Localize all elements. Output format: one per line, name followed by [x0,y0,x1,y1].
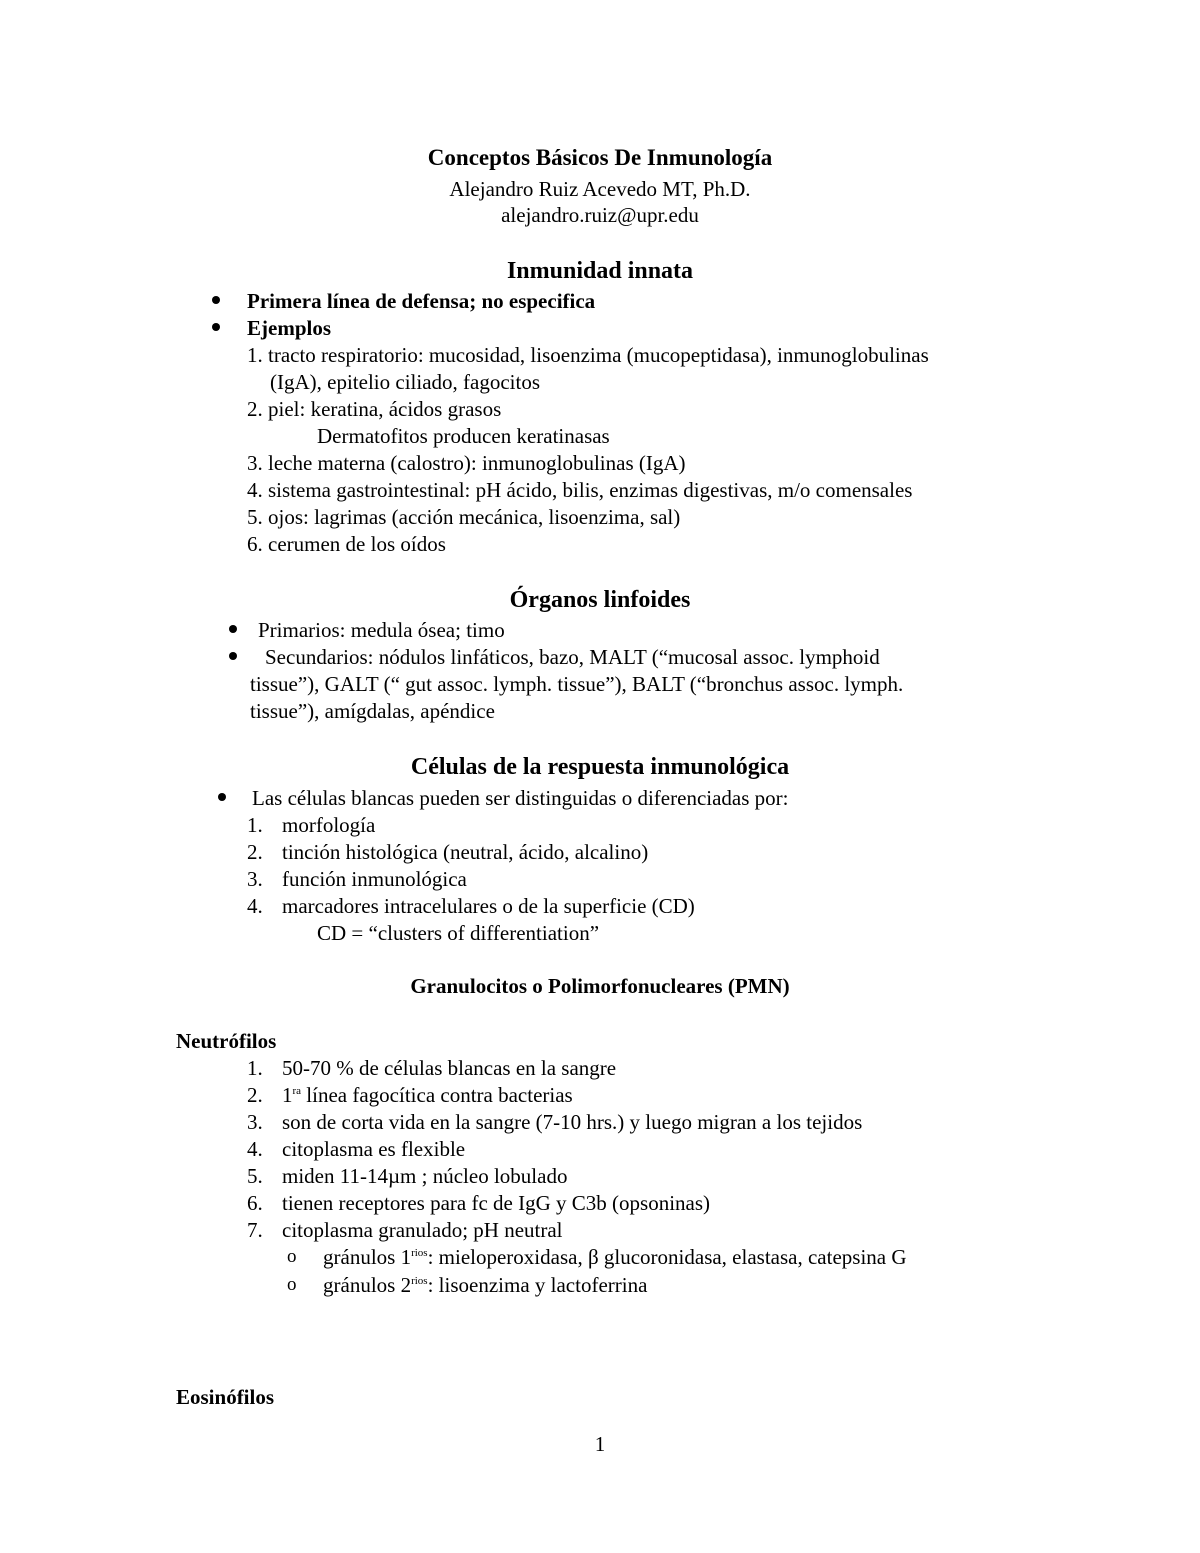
heading-organos-linfoides: Órganos linfoides [509,587,691,613]
innata-item: 6. cerumen de los oídos [247,532,446,556]
neutrofilos-item-num: 1. [247,1056,263,1080]
neutrofilos-item-num: 5. [247,1164,263,1188]
neutrofilos-item-num: 2. [247,1083,263,1107]
neutrofilos-item-num: 4. [247,1137,263,1161]
heading-neutrofilos: Neutrófilos [176,1029,277,1053]
celulas-item: función inmunológica [282,867,467,891]
innata-item: 3. leche materna (calostro): inmunoglobulinas (IgA) [247,451,686,475]
innata-bullet-1: Primera línea de defensa; no especifica [247,289,596,313]
innata-item: (IgA), epitelio ciliado, fagocitos [270,370,540,394]
celulas-bullet: Las células blancas pueden ser distinguidas o diferenciadas por: [252,786,789,810]
celulas-item-num: 3. [247,867,263,891]
bullet-icon [212,296,220,304]
neutrofilos-item-num: 3. [247,1110,263,1134]
organos-secundarios: Secundarios: nódulos linfáticos, bazo, MALT (“mucosal assoc. lymphoid [265,645,880,669]
heading-inmunidad-innata: Inmunidad innata [506,258,694,284]
neutrofilos-item: citoplasma es flexible [282,1137,466,1161]
neutrofilos-sub-item: gránulos $1^{rios}$: mieloperoxidasa, β glucoronidasa, elastasa, catepsina G [323,1245,907,1269]
neutrofilos-item: tienen receptores para fc de IgG y C3b (opsoninas) [282,1191,711,1215]
bullet-icon [218,793,226,801]
neutrofilos-item: son de corta vida en la sangre (7-10 hrs.) y luego migran a los tejidos [282,1110,863,1134]
neutrofilos-item: $1^{ra}$ línea fagocítica contra bacterias [282,1083,573,1107]
sub-bullet-marker: o [287,1274,297,1295]
bullet-icon [229,625,237,633]
innata-item: Dermatofitos producen keratinasas [317,424,610,448]
celulas-item-num: 1. [247,813,263,837]
cd-note: CD = “clusters of differentiation” [317,921,600,945]
neutrofilos-item-num: 6. [247,1191,263,1215]
innata-bullet-2: Ejemplos [247,316,331,340]
celulas-item: tinción histológica (neutral, ácido, alcalino) [282,840,649,864]
heading-granulocitos: Granulocitos o Polimorfonucleares (PMN) [410,974,790,998]
neutrofilos-sub-item: gránulos $2^{rios}$: lisoenzima y lactoferrina [323,1273,648,1297]
document-title: Conceptos Básicos De Inmunología [427,145,773,170]
author-line: Alejandro Ruiz Acevedo MT, Ph.D. [449,177,751,201]
innata-item: 1. tracto respiratorio: mucosidad, lisoenzima (mucopeptidasa), inmunoglobulinas [247,343,929,367]
celulas-item: marcadores intracelulares o de la superficie (CD) [282,894,695,918]
organos-secundarios: tissue”), GALT (“ gut assoc. lymph. tissue”), BALT (“bronchus assoc. lymph. [250,672,904,696]
innata-item: 2. piel: keratina, ácidos grasos [247,397,502,421]
neutrofilos-item: 50-70 % de células blancas en la sangre [282,1056,617,1080]
email-line: alejandro.ruiz@upr.edu [501,203,699,227]
celulas-item-num: 2. [247,840,263,864]
celulas-item: morfología [282,813,376,837]
neutrofilos-item: citoplasma granulado; pH neutral [282,1218,563,1242]
innata-item: 4. sistema gastrointestinal: pH ácido, bilis, enzimas digestivas, m/o comensales [247,478,913,502]
heading-eosinofilos: Eosinófilos [176,1385,275,1409]
organos-secundarios: tissue”), amígdalas, apéndice [250,699,495,723]
bullet-icon [212,323,220,331]
neutrofilos-item: miden 11-14µm ; núcleo lobulado [282,1164,568,1188]
page-number: 1 [594,1432,606,1456]
innata-item: 5. ojos: lagrimas (acción mecánica, lisoenzima, sal) [247,505,681,529]
organos-primarios: Primarios: medula ósea; timo [258,618,505,642]
sub-bullet-marker: o [287,1246,297,1267]
neutrofilos-item-num: 7. [247,1218,263,1242]
heading-celulas: Células de la respuesta inmunológica [410,754,790,780]
bullet-icon [229,652,237,660]
celulas-item-num: 4. [247,894,263,918]
